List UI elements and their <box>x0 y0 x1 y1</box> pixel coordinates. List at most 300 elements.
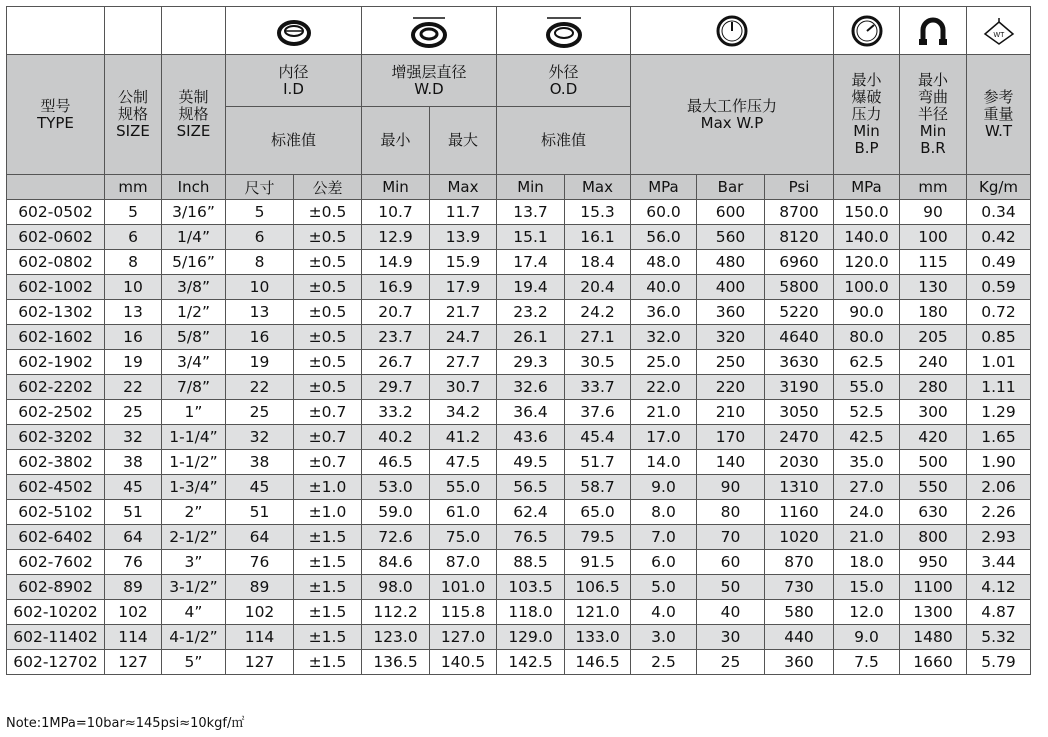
table-cell: 600 <box>697 200 765 225</box>
table-cell: 100.0 <box>834 275 900 300</box>
table-cell: 106.5 <box>565 575 631 600</box>
od-standard-header: 标准值 <box>497 107 631 175</box>
table-cell: 9.0 <box>631 475 697 500</box>
table-cell: 5220 <box>765 300 834 325</box>
table-cell: 4-1/2” <box>162 625 226 650</box>
table-row <box>7 550 1031 575</box>
table-cell: 53.0 <box>362 475 430 500</box>
table-cell: 18.4 <box>565 250 631 275</box>
table-cell: 101.0 <box>430 575 497 600</box>
imperial-header-spec: 规格 <box>178 105 209 123</box>
reinforcement-diameter-header <box>362 55 497 107</box>
table-cell: 123.0 <box>362 625 430 650</box>
table-cell: 250 <box>697 350 765 375</box>
table-cell: 32.0 <box>631 325 697 350</box>
wd-header-en: W.D <box>414 79 444 98</box>
table-cell: 20.4 <box>565 275 631 300</box>
table-cell: 4640 <box>765 325 834 350</box>
table-cell: 47.5 <box>430 450 497 475</box>
table-cell: 2” <box>162 500 226 525</box>
table-cell: 40.2 <box>362 425 430 450</box>
table-cell: 91.5 <box>565 550 631 575</box>
burst-pressure-header <box>834 55 900 175</box>
table-cell: 800 <box>900 525 967 550</box>
wt-header-line: 重量 <box>983 105 1014 123</box>
table-cell: 3/8” <box>162 275 226 300</box>
br-header-line: 弯曲 <box>917 88 948 106</box>
table-cell: 360 <box>765 650 834 675</box>
table-cell: 16.9 <box>362 275 430 300</box>
table-cell: 56.5 <box>497 475 565 500</box>
table-cell: ±1.5 <box>294 525 362 550</box>
table-cell: 4.12 <box>967 575 1031 600</box>
table-cell: 2.5 <box>631 650 697 675</box>
outer-diameter-icon <box>497 7 631 55</box>
bp-header-line: 爆破 <box>851 88 882 106</box>
pressure-gauge-icon <box>631 7 834 55</box>
br-header-line: 最小 <box>917 71 948 89</box>
table-cell: ±0.5 <box>294 325 362 350</box>
table-cell: 120.0 <box>834 250 900 275</box>
table-cell: ±1.5 <box>294 600 362 625</box>
table-cell: 16.1 <box>565 225 631 250</box>
table-cell: 3050 <box>765 400 834 425</box>
table-cell: 1-3/4” <box>162 475 226 500</box>
table-cell: 0.42 <box>967 225 1031 250</box>
table-cell: ±0.5 <box>294 225 362 250</box>
unit-cell: Min <box>497 175 565 200</box>
table-cell: 42.5 <box>834 425 900 450</box>
bp-header-line: 压力 <box>851 105 882 123</box>
table-cell: 2030 <box>765 450 834 475</box>
bend-radius-header <box>900 55 967 175</box>
table-cell: 8 <box>105 250 162 275</box>
table-cell: 440 <box>765 625 834 650</box>
table-cell: 33.7 <box>565 375 631 400</box>
table-row <box>7 225 1031 250</box>
table-cell: ±1.5 <box>294 550 362 575</box>
table-cell: 210 <box>697 400 765 425</box>
table-cell: 5.32 <box>967 625 1031 650</box>
table-cell: 25 <box>697 650 765 675</box>
unit-cell: Min <box>362 175 430 200</box>
table-cell: 102 <box>226 600 294 625</box>
table-cell: 32 <box>105 425 162 450</box>
type-header-cn: 型号 <box>40 96 71 115</box>
table-cell: 580 <box>765 600 834 625</box>
table-row <box>7 650 1031 675</box>
table-cell: 142.5 <box>497 650 565 675</box>
table-cell: 2.93 <box>967 525 1031 550</box>
table-cell: 13 <box>105 300 162 325</box>
table-cell: 3.44 <box>967 550 1031 575</box>
table-cell: 21.7 <box>430 300 497 325</box>
table-cell: 90 <box>900 200 967 225</box>
table-cell: ±0.7 <box>294 400 362 425</box>
unit-cell: MPa <box>631 175 697 200</box>
wd-header-cn: 增强层直径 <box>391 62 467 81</box>
table-cell: 19 <box>226 350 294 375</box>
table-row <box>7 575 1031 600</box>
table-cell: 140 <box>697 450 765 475</box>
table-cell: 102 <box>105 600 162 625</box>
table-cell: 5.0 <box>631 575 697 600</box>
svg-text:WT: WT <box>993 31 1004 39</box>
table-row <box>7 525 1031 550</box>
table-cell: 320 <box>697 325 765 350</box>
table-cell: ±1.0 <box>294 475 362 500</box>
type-cell: 602-11402 <box>7 625 105 650</box>
table-cell: 1660 <box>900 650 967 675</box>
table-cell: 29.3 <box>497 350 565 375</box>
table-cell: 19 <box>105 350 162 375</box>
wt-header-line: 参考 <box>983 88 1014 106</box>
reinforcement-diameter-icon <box>362 7 497 55</box>
table-cell: 98.0 <box>362 575 430 600</box>
table-cell: 64 <box>105 525 162 550</box>
table-cell: 8.0 <box>631 500 697 525</box>
table-cell: 146.5 <box>565 650 631 675</box>
table-cell: 8120 <box>765 225 834 250</box>
table-cell: 6 <box>226 225 294 250</box>
wt-header-line: W.T <box>984 122 1013 140</box>
table-cell: 16 <box>105 325 162 350</box>
table-cell: 2.26 <box>967 500 1031 525</box>
table-cell: 88.5 <box>497 550 565 575</box>
table-cell: 90.0 <box>834 300 900 325</box>
table-cell: 59.0 <box>362 500 430 525</box>
table-cell: 40.0 <box>631 275 697 300</box>
imperial-header-cn: 英制 <box>178 88 209 106</box>
table-cell: ±0.5 <box>294 250 362 275</box>
header-row-1 <box>7 55 1031 107</box>
table-cell: 25 <box>226 400 294 425</box>
metric-header-size: SIZE <box>116 122 150 140</box>
table-row <box>7 600 1031 625</box>
table-cell: 3190 <box>765 375 834 400</box>
inner-diameter-icon <box>226 7 362 55</box>
table-cell: 140.5 <box>430 650 497 675</box>
table-cell: 84.6 <box>362 550 430 575</box>
table-cell: 2.06 <box>967 475 1031 500</box>
unit-cell-empty <box>7 175 105 200</box>
table-cell: 89 <box>226 575 294 600</box>
table-cell: 60 <box>697 550 765 575</box>
metric-header-spec: 规格 <box>117 105 148 123</box>
type-cell: 602-0802 <box>7 250 105 275</box>
table-cell: 6.0 <box>631 550 697 575</box>
table-cell: 3” <box>162 550 226 575</box>
table-cell: 10.7 <box>362 200 430 225</box>
table-cell: 4.87 <box>967 600 1031 625</box>
table-cell: 5 <box>105 200 162 225</box>
working-pressure-header <box>631 55 834 175</box>
table-cell: 220 <box>697 375 765 400</box>
table-cell: 420 <box>900 425 967 450</box>
table-cell: 730 <box>765 575 834 600</box>
table-cell: 14.0 <box>631 450 697 475</box>
table-cell: 61.0 <box>430 500 497 525</box>
table-cell: 21.0 <box>631 400 697 425</box>
table-cell: 18.0 <box>834 550 900 575</box>
table-cell: 4” <box>162 600 226 625</box>
table-row <box>7 300 1031 325</box>
table-cell: 3630 <box>765 350 834 375</box>
table-cell: 62.4 <box>497 500 565 525</box>
table-cell: 64 <box>226 525 294 550</box>
table-cell: ±1.5 <box>294 625 362 650</box>
id-standard-header: 标准值 <box>226 107 362 175</box>
type-cell: 602-2202 <box>7 375 105 400</box>
table-cell: 9.0 <box>834 625 900 650</box>
table-cell: 24.0 <box>834 500 900 525</box>
table-cell: ±0.5 <box>294 350 362 375</box>
table-cell: 127 <box>105 650 162 675</box>
table-cell: 55.0 <box>430 475 497 500</box>
table-cell: 114 <box>105 625 162 650</box>
table-cell: 51.7 <box>565 450 631 475</box>
table-cell: 1480 <box>900 625 967 650</box>
table-cell: 38 <box>226 450 294 475</box>
unit-cell: MPa <box>834 175 900 200</box>
wd-min-header: 最小 <box>362 107 430 175</box>
od-header-cn: 外径 <box>548 62 579 81</box>
type-cell: 602-3802 <box>7 450 105 475</box>
table-cell: 34.2 <box>430 400 497 425</box>
table-cell: 60.0 <box>631 200 697 225</box>
table-cell: 205 <box>900 325 967 350</box>
table-cell: 127 <box>226 650 294 675</box>
table-cell: 480 <box>697 250 765 275</box>
table-cell: 1300 <box>900 600 967 625</box>
table-cell: 550 <box>900 475 967 500</box>
table-cell: 14.9 <box>362 250 430 275</box>
table-cell: 4.0 <box>631 600 697 625</box>
table-cell: 25 <box>105 400 162 425</box>
table-cell: 118.0 <box>497 600 565 625</box>
table-cell: 300 <box>900 400 967 425</box>
table-row <box>7 625 1031 650</box>
table-cell: 950 <box>900 550 967 575</box>
br-header-line: 半径 <box>917 105 948 123</box>
table-cell: 29.7 <box>362 375 430 400</box>
burst-gauge-icon <box>834 7 900 55</box>
table-row <box>7 325 1031 350</box>
table-cell: 1-1/4” <box>162 425 226 450</box>
type-cell: 602-0502 <box>7 200 105 225</box>
type-cell: 602-12702 <box>7 650 105 675</box>
table-cell: 24.2 <box>565 300 631 325</box>
table-cell: 114 <box>226 625 294 650</box>
table-cell: 115.8 <box>430 600 497 625</box>
bp-header-line: B.P <box>854 139 879 157</box>
type-cell: 602-1602 <box>7 325 105 350</box>
table-cell: 32 <box>226 425 294 450</box>
table-cell: 38 <box>105 450 162 475</box>
spec-table-body <box>7 200 1031 675</box>
table-cell: 1-1/2” <box>162 450 226 475</box>
table-cell: 360 <box>697 300 765 325</box>
type-cell: 602-1302 <box>7 300 105 325</box>
table-cell: 1310 <box>765 475 834 500</box>
wp-header-cn: 最大工作压力 <box>686 96 777 115</box>
imperial-size-header <box>162 55 226 175</box>
type-cell: 602-6402 <box>7 525 105 550</box>
table-cell: 17.4 <box>497 250 565 275</box>
metric-size-header <box>105 55 162 175</box>
units-row <box>7 175 1031 200</box>
table-cell: 280 <box>900 375 967 400</box>
table-cell: 16 <box>226 325 294 350</box>
type-cell: 602-3202 <box>7 425 105 450</box>
table-cell: 103.5 <box>497 575 565 600</box>
table-cell: 127.0 <box>430 625 497 650</box>
table-cell: 0.49 <box>967 250 1031 275</box>
table-cell: 5 <box>226 200 294 225</box>
table-cell: ±1.5 <box>294 575 362 600</box>
table-cell: 1.65 <box>967 425 1031 450</box>
table-cell: 52.5 <box>834 400 900 425</box>
table-cell: 30.5 <box>565 350 631 375</box>
icon-cell-empty <box>162 7 226 55</box>
table-cell: 46.5 <box>362 450 430 475</box>
table-cell: 3-1/2” <box>162 575 226 600</box>
table-cell: 76 <box>226 550 294 575</box>
table-cell: 30 <box>697 625 765 650</box>
type-cell: 602-5102 <box>7 500 105 525</box>
table-cell: 1160 <box>765 500 834 525</box>
table-cell: 27.1 <box>565 325 631 350</box>
table-cell: 1.11 <box>967 375 1031 400</box>
unit-cell: Psi <box>765 175 834 200</box>
table-cell: 10 <box>226 275 294 300</box>
unit-cell: Inch <box>162 175 226 200</box>
table-row <box>7 375 1031 400</box>
table-cell: 170 <box>697 425 765 450</box>
table-cell: ±0.5 <box>294 375 362 400</box>
unit-cell: Max <box>430 175 497 200</box>
table-cell: 65.0 <box>565 500 631 525</box>
table-cell: 560 <box>697 225 765 250</box>
table-cell: ±0.5 <box>294 200 362 225</box>
table-row <box>7 350 1031 375</box>
table-cell: 1.29 <box>967 400 1031 425</box>
table-cell: 41.2 <box>430 425 497 450</box>
table-cell: 5” <box>162 650 226 675</box>
weight-header <box>967 55 1031 175</box>
table-row <box>7 500 1031 525</box>
inner-diameter-header <box>226 55 362 107</box>
type-cell: 602-7602 <box>7 550 105 575</box>
table-cell: 24.7 <box>430 325 497 350</box>
table-cell: 7.0 <box>631 525 697 550</box>
table-cell: 72.6 <box>362 525 430 550</box>
table-cell: 1” <box>162 400 226 425</box>
table-cell: 5/8” <box>162 325 226 350</box>
table-cell: 12.0 <box>834 600 900 625</box>
unit-cell: 公差 <box>294 175 362 200</box>
table-cell: 76.5 <box>497 525 565 550</box>
table-cell: 3/4” <box>162 350 226 375</box>
table-cell: 33.2 <box>362 400 430 425</box>
table-cell: 87.0 <box>430 550 497 575</box>
table-cell: 7/8” <box>162 375 226 400</box>
table-cell: 25.0 <box>631 350 697 375</box>
table-cell: 75.0 <box>430 525 497 550</box>
table-cell: 112.2 <box>362 600 430 625</box>
table-cell: 58.7 <box>565 475 631 500</box>
table-row <box>7 450 1031 475</box>
table-row <box>7 425 1031 450</box>
type-cell: 602-8902 <box>7 575 105 600</box>
icon-row <box>7 7 1031 55</box>
unit-cell: Max <box>565 175 631 200</box>
id-header-en: I.D <box>283 79 304 98</box>
table-cell: 79.5 <box>565 525 631 550</box>
table-cell: 133.0 <box>565 625 631 650</box>
table-row <box>7 400 1031 425</box>
table-cell: 37.6 <box>565 400 631 425</box>
table-cell: 17.0 <box>631 425 697 450</box>
table-cell: 90 <box>697 475 765 500</box>
table-cell: 19.4 <box>497 275 565 300</box>
type-cell: 602-2502 <box>7 400 105 425</box>
table-cell: 0.85 <box>967 325 1031 350</box>
table-cell: 56.0 <box>631 225 697 250</box>
table-cell: 0.72 <box>967 300 1031 325</box>
table-cell: 23.7 <box>362 325 430 350</box>
table-cell: 630 <box>900 500 967 525</box>
table-row <box>7 475 1031 500</box>
table-cell: 51 <box>105 500 162 525</box>
spec-table-container <box>6 6 1031 675</box>
table-cell: 62.5 <box>834 350 900 375</box>
table-cell: 500 <box>900 450 967 475</box>
table-cell: 13.9 <box>430 225 497 250</box>
table-cell: 76 <box>105 550 162 575</box>
table-cell: 32.6 <box>497 375 565 400</box>
table-cell: 8 <box>226 250 294 275</box>
unit-cell: Bar <box>697 175 765 200</box>
table-cell: 22.0 <box>631 375 697 400</box>
type-cell: 602-0602 <box>7 225 105 250</box>
table-cell: ±0.5 <box>294 275 362 300</box>
table-cell: 23.2 <box>497 300 565 325</box>
table-cell: 1/2” <box>162 300 226 325</box>
bend-radius-icon <box>900 7 967 55</box>
table-cell: 5800 <box>765 275 834 300</box>
table-cell: 2470 <box>765 425 834 450</box>
type-cell: 602-4502 <box>7 475 105 500</box>
metric-header-cn: 公制 <box>117 88 148 106</box>
table-cell: ±1.0 <box>294 500 362 525</box>
table-cell: 3/16” <box>162 200 226 225</box>
table-cell: 870 <box>765 550 834 575</box>
od-header-en: O.D <box>549 79 578 98</box>
table-cell: 1.01 <box>967 350 1031 375</box>
table-cell: ±0.7 <box>294 450 362 475</box>
type-cell: 602-1002 <box>7 275 105 300</box>
table-cell: 80 <box>697 500 765 525</box>
table-cell: 15.0 <box>834 575 900 600</box>
table-cell: 89 <box>105 575 162 600</box>
table-cell: 1.90 <box>967 450 1031 475</box>
table-cell: 70 <box>697 525 765 550</box>
table-cell: 13.7 <box>497 200 565 225</box>
table-cell: 26.1 <box>497 325 565 350</box>
wp-header-en: Max W.P <box>700 113 764 132</box>
icon-cell-empty <box>7 7 105 55</box>
